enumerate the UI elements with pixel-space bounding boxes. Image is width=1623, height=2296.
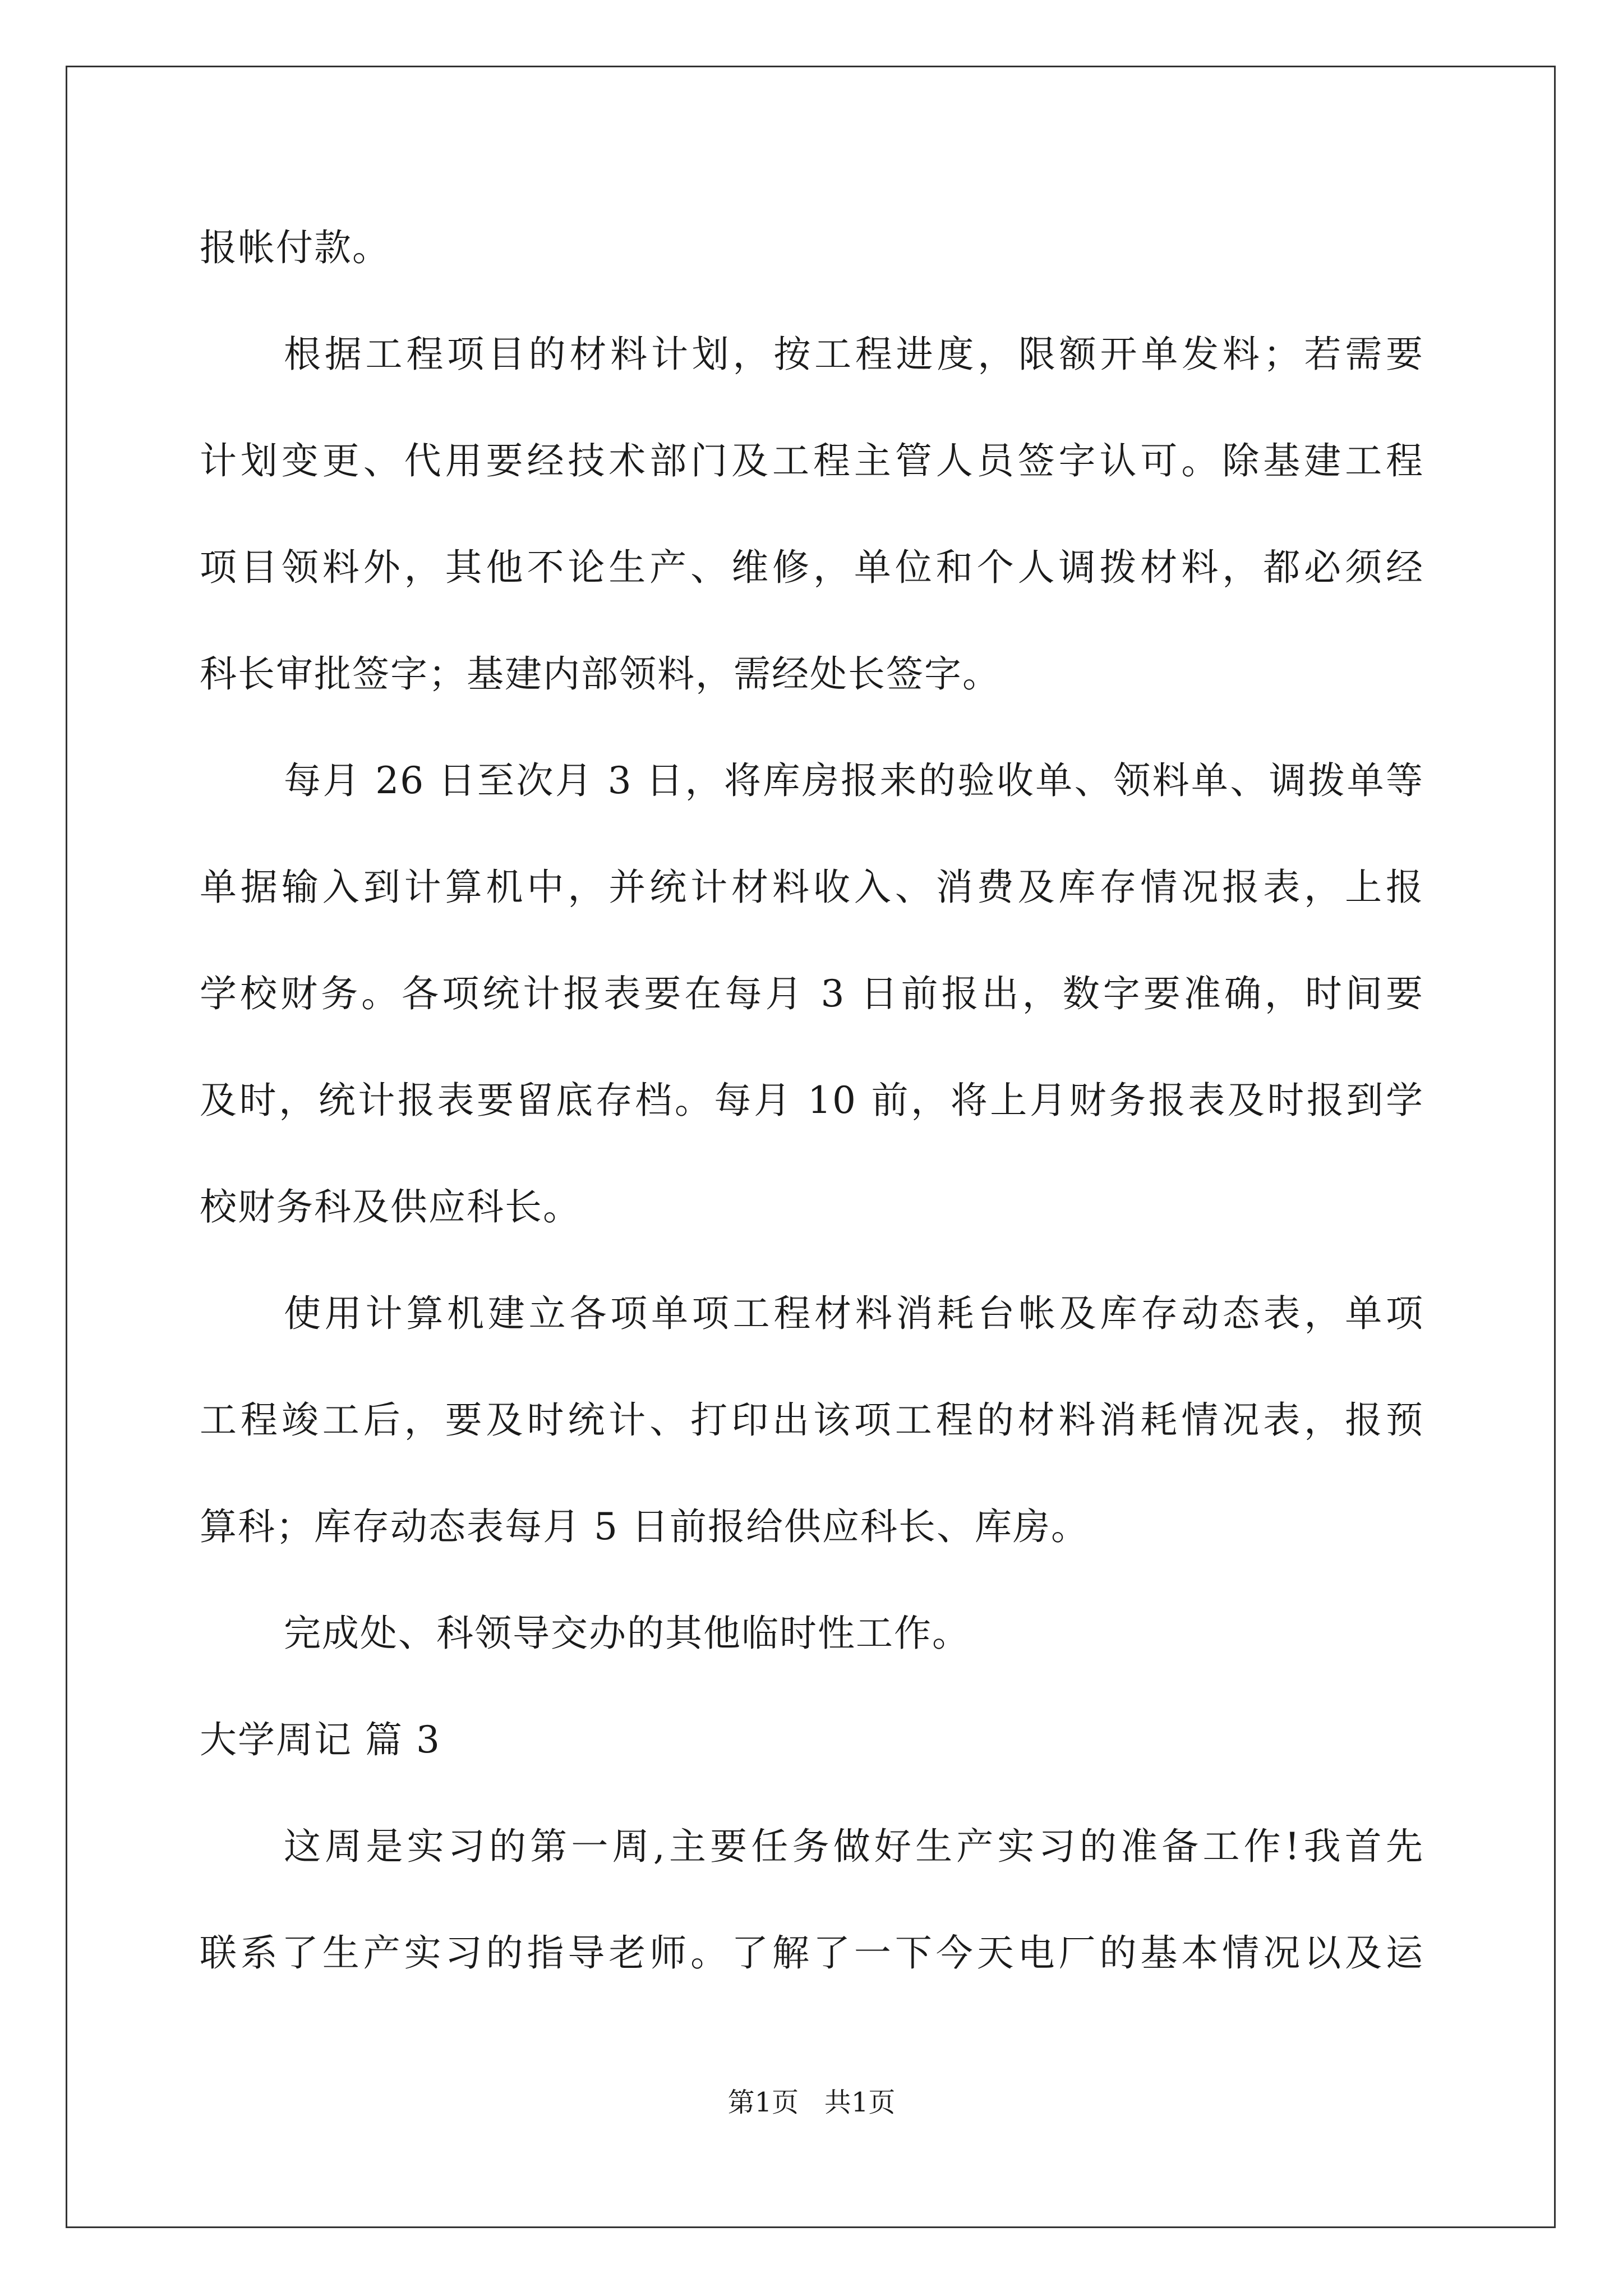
text-line: 报帐付款。 xyxy=(200,226,390,269)
section-heading: 大学周记 篇 3 xyxy=(200,1718,441,1761)
text-line: 校财务科及供应科长。 xyxy=(200,1185,581,1228)
paragraph-first-line: 根据工程项目的材料计划，按工程进度，限额开单发料；若需要 xyxy=(284,333,1424,376)
text-line: 学校财务。各项统计报表要在每月 3 日前报出，数字要准确，时间要 xyxy=(200,972,1424,1015)
paragraph-first-line: 使用计算机建立各项单项工程材料消耗台帐及库存动态表，单项 xyxy=(284,1292,1424,1335)
text-line: 工程竣工后，要及时统计、打印出该项工程的材料消耗情况表，报预 xyxy=(200,1398,1424,1442)
paragraph-first-line: 这周是实习的第一周,主要任务做好生产实习的准备工作!我首先 xyxy=(284,1825,1424,1868)
text-line: 计划变更、代用要经技术部门及工程主管人员签字认可。除基建工程 xyxy=(200,439,1424,482)
text-line: 项目领料外，其他不论生产、维修，单位和个人调拨材料，都必须经 xyxy=(200,546,1424,589)
page-border xyxy=(66,66,1556,2228)
text-line: 单据输入到计算机中，并统计材料收入、消费及库存情况报表，上报 xyxy=(200,866,1424,909)
text-line: 联系了生产实习的指导老师。了解了一下今天电厂的基本情况以及运 xyxy=(200,1931,1424,1975)
paragraph-first-line: 每月 26 日至次月 3 日，将库房报来的验收单、领料单、调拨单等 xyxy=(284,759,1424,802)
text-line: 及时，统计报表要留底存档。每月 10 前，将上月财务报表及时报到学 xyxy=(200,1079,1424,1122)
page-number-footer: 第1页 共1页 xyxy=(727,2087,896,2118)
text-line: 算科；库存动态表每月 5 日前报给供应科长、库房。 xyxy=(200,1505,1089,1548)
paragraph-first-line: 完成处、科领导交办的其他临时性工作。 xyxy=(284,1612,970,1655)
text-line: 科长审批签字；基建内部领料，需经处长签字。 xyxy=(200,652,1000,696)
